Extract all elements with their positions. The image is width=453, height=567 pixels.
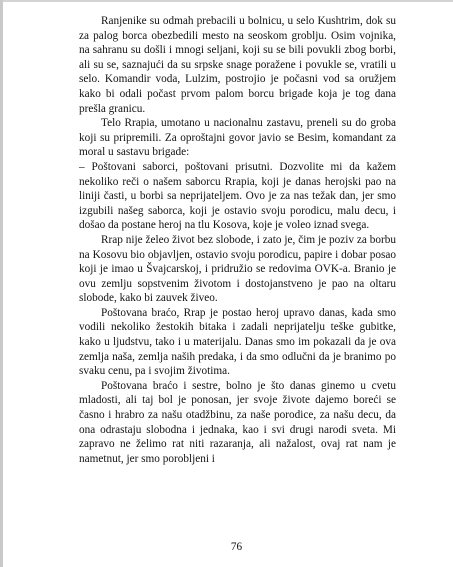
paragraph-6: Poštovana braćo i sestre, bolno je što danas ginemo u cvetu mladosti, ali taj bol je ponosan, jer svoje živote dajemo boreći se časno i hrabro za našu otadžbinu, za naše porodice, za našu decu, da ona odrastaju slobodna i jednaka, kao i svi drugi narodi sveta. Mi zapravo ne želimo rat niti razaranja, ali nažalost, ovaj rat nam je nametnut, jer smo porobljeni i bbox=[79, 379, 396, 465]
page-number: 76 bbox=[230, 541, 243, 553]
paragraph-5: Poštovana braćo, Rrap je postao heroj upravo danas, kada smo vodili nekoliko žestokih bitaka i zadali neprijatelju teške gubitke, kako u ljudstvu, tako i u materijalu. Danas smo im pokazali da je ova zemlja naša, zemlja naših predaka, i da smo odlučni da je branimo po svaku cenu, pa i svojim životima. bbox=[79, 306, 396, 378]
paragraph-4: Rrap nije želeo život bez slobode, i zato je, čim je poziv za borbu na Kosovu bio objavljen, ostavio svoju porodicu, papire i dobar posao koji je imao u Švajcarskoj, i pridružio se redovima OVK-a. Branio je ovu zemlju sopstvenim životom i dostojanstveno je pao na oltaru slobode, kako bi zauvek živeo. bbox=[79, 233, 396, 305]
paragraph-2: Telo Rrapia, umotano u nacionalnu zastavu, preneli su do groba koji su pripremili. Za oproštajni govor javio se Besim, komandant za moral u sastavu brigade: bbox=[79, 117, 396, 159]
page-top-edge bbox=[0, 0, 453, 2]
body-text bbox=[79, 14, 396, 466]
paragraph-1: Ranjenike su odmah prebacili u bolnicu, u selo Kushtrim, dok su za palog borca obezbedili mesto na seoskom groblju. Osim vojnika, na sahranu su došli i mnogi seljani, koji su se bili povukli zbog borbi, ali su se, saznajući da su srpske snage poražene i povukle se, vratili u selo. Komandir voda, Lulzim, postrojio je počasni vod sa oružjem kako bi odali počast prvom palom borcu brigade koja je tog dana prešla granicu. bbox=[79, 15, 396, 115]
page-left-edge bbox=[0, 0, 3, 567]
paragraph-speech-opening: – Poštovani saborci, poštovani prisutni. Dozvolite mi da kažem nekoliko reči o našem saborcu Rrapia, koji je danas herojski pao na liniji časti, u borbi sa neprijateljem. Ovo je za nas težak dan, jer smo izgubili našeg saborca, koji je ostavio svoju porodicu, malu decu, i došao da postane heroj na tlu Kosova, koje je voleo iznad svega. bbox=[79, 160, 396, 232]
